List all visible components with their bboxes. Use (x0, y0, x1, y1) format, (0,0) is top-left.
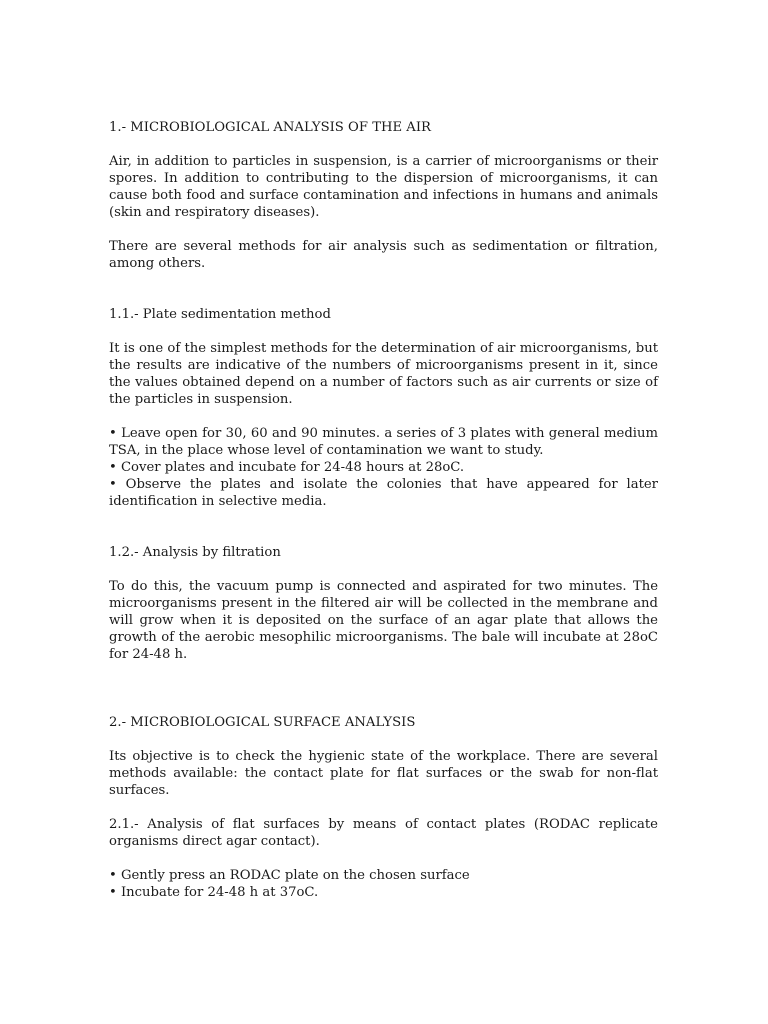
section-1-1-bullet-list (109, 425, 658, 510)
section-2-heading: 2.- MICROBIOLOGICAL SURFACE ANALYSIS (109, 715, 416, 730)
section-1-2-heading: 1.2.- Analysis by filtration (109, 545, 281, 560)
section-2-paragraph: Its objective is to check the hygienic state of the workplace. There are several methods available: the contact plate for flat surfaces or the swab for non-flat surfaces. (109, 749, 658, 798)
list-item: • Observe the plates and isolate the colonies that have appeared for later identification in selective media. (109, 477, 658, 509)
section-1-1-heading: 1.1.- Plate sedimentation method (109, 307, 331, 322)
list-item: • Leave open for 30, 60 and 90 minutes. a series of 3 plates with general medium TSA, in the place whose level of contamination we want to study. (109, 426, 658, 458)
section-1-heading: 1.- MICROBIOLOGICAL ANALYSIS OF THE AIR (109, 120, 431, 135)
document-page (109, 119, 658, 901)
section-1-2-paragraph: To do this, the vacuum pump is connected and aspirated for two minutes. The microorganisms present in the filtered air will be collected in the membrane and will grow when it is deposited on the surface of an agar plate that allows the growth of the aerobic mesophilic microorganisms. The bale will incubate at 28oC for 24-48 h. (109, 579, 658, 662)
section-1-paragraph-2: There are several methods for air analysis such as sedimentation or filtration, among others. (109, 239, 658, 271)
section-2-1-bullet-list (109, 867, 658, 901)
list-item: • Gently press an RODAC plate on the chosen surface (109, 868, 470, 883)
list-item: • Cover plates and incubate for 24-48 hours at 28oC. (109, 460, 465, 475)
section-2-1-paragraph: 2.1.- Analysis of flat surfaces by means of contact plates (RODAC replicate organisms direct agar contact). (109, 817, 658, 849)
list-item: • Incubate for 24-48 h at 37oC. (109, 885, 319, 900)
section-1-paragraph-1: Air, in addition to particles in suspension, is a carrier of microorganisms or their spores. In addition to contributing to the dispersion of microorganisms, it can cause both food and surface contamination and infections in humans and animals (skin and respiratory diseases). (109, 154, 658, 220)
section-1-1-paragraph: It is one of the simplest methods for the determination of air microorganisms, but the results are indicative of the numbers of microorganisms present in it, since the values obtained depend on a number of factors such as air currents or size of the particles in suspension. (109, 341, 658, 407)
